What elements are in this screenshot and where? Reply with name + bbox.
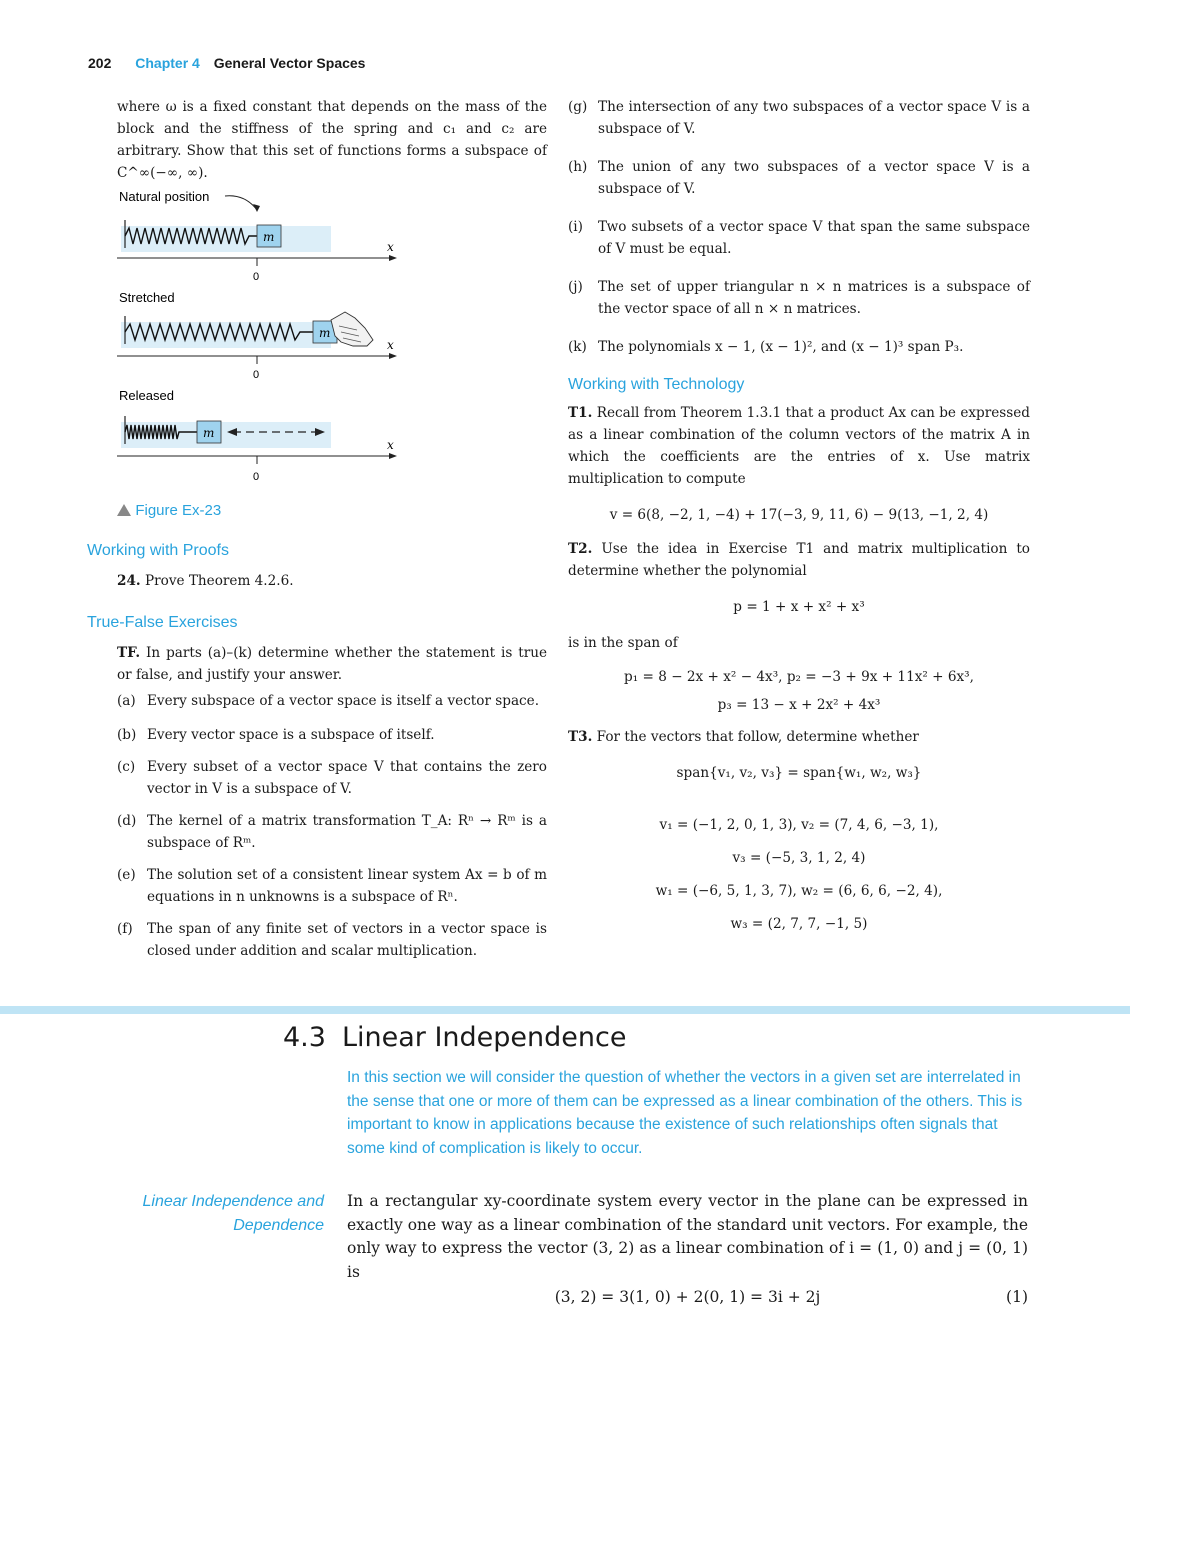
tf-item-label: (e) xyxy=(117,867,136,883)
t2-mid-text: is in the span of xyxy=(568,635,678,651)
equation-1-number: (1) xyxy=(1006,1288,1028,1306)
origin-label: 0 xyxy=(253,369,260,381)
tf-item xyxy=(117,756,547,800)
tf-instructions xyxy=(117,642,547,686)
t1-number: T1. xyxy=(568,405,593,421)
exercise-t2 xyxy=(568,538,1030,582)
t3-text: For the vectors that follow, determine whether xyxy=(596,729,919,745)
tf-item-label: (d) xyxy=(117,813,137,829)
tf-item-label: (a) xyxy=(117,693,136,709)
t2-equation-p1-p2: p₁ = 8 − 2x + x² − 4x³, p₂ = −3 + 9x + 11x² + 6x³, xyxy=(624,669,974,685)
left-column xyxy=(87,96,547,962)
tf-item-label: (b) xyxy=(117,727,137,743)
margin-heading xyxy=(90,1190,324,1238)
mass-label: m xyxy=(203,426,215,440)
released-label: Released xyxy=(119,388,174,403)
right-column xyxy=(568,96,1030,935)
tf-item-text: The kernel of a matrix transformation T_A: Rⁿ → Rᵐ is a subspace of Rᵐ. xyxy=(147,813,547,851)
t3-equation-span: span{v₁, v₂, v₃} = span{w₁, w₂, w₃} xyxy=(676,765,922,781)
t3-equation-v1-v2: v₁ = (−1, 2, 0, 1, 3), v₂ = (7, 4, 6, −3, 1), xyxy=(659,817,939,833)
section-title-text: Linear Independence xyxy=(341,1022,627,1053)
chapter-title: General Vector Spaces xyxy=(213,55,366,71)
chapter-label: Chapter 4 xyxy=(135,55,200,71)
mass-label: m xyxy=(263,230,275,244)
section-divider xyxy=(0,1006,1130,1014)
tf-item-label: (j) xyxy=(568,279,583,295)
tf-item-label: (g) xyxy=(568,99,588,115)
figure-marker-icon xyxy=(117,504,131,516)
t3-equation-w1-w2: w₁ = (−6, 5, 1, 3, 7), w₂ = (6, 6, 6, −2, 4), xyxy=(655,883,943,899)
tf-item-label: (k) xyxy=(568,339,587,355)
tf-item-text: The set of upper triangular n × n matrices is a subspace of the vector space of all n × n matrices. xyxy=(598,279,1030,317)
t3-equation-w3: w₃ = (2, 7, 7, −1, 5) xyxy=(730,916,868,932)
spring-mass-figure xyxy=(117,190,417,500)
tf-item xyxy=(568,96,1030,140)
exercise-23-continued: where ω is a fixed constant that depends on the mass of the block and the stiffness of the spring and c₁ and c₂ are arbitrary. Show that this set of functions forms a subspace of C^∞(−∞, ∞). xyxy=(117,99,547,181)
tf-item xyxy=(117,724,547,746)
tf-item xyxy=(117,864,547,908)
t3-number: T3. xyxy=(568,729,593,745)
exercise-24-number: 24. xyxy=(117,573,141,589)
tf-item-label: (c) xyxy=(117,759,136,775)
tf-item-text: Every subspace of a vector space is itself a vector space. xyxy=(147,693,540,709)
t2-number: T2. xyxy=(568,541,593,557)
tf-number: TF. xyxy=(117,645,141,661)
tf-item xyxy=(568,156,1030,200)
margin-heading-line-2: Dependence xyxy=(233,1217,324,1234)
exercise-t3 xyxy=(568,726,1030,748)
proofs-heading: Working with Proofs xyxy=(87,542,229,559)
t1-equation: v = 6(8, −2, 1, −4) + 17(−3, 9, 11, 6) − 9(13, −1, 2, 4) xyxy=(609,507,989,523)
origin-label: 0 xyxy=(253,471,260,483)
mass-label: m xyxy=(319,326,331,340)
tf-item-text: The solution set of a consistent linear system Ax = b of m equations in n unknowns is a subspace of Rⁿ. xyxy=(147,867,547,905)
tf-item-label: (h) xyxy=(568,159,588,175)
tf-item xyxy=(568,216,1030,260)
tf-item-text: Every vector space is a subspace of itself. xyxy=(147,727,435,743)
exercise-24-text: Prove Theorem 4.2.6. xyxy=(144,573,294,589)
tf-item-label: (i) xyxy=(568,219,583,235)
tf-item xyxy=(568,276,1030,320)
exercise-24 xyxy=(117,570,547,592)
natural-position-label: Natural position xyxy=(119,190,210,204)
origin-label: 0 xyxy=(253,271,260,283)
section-body-paragraph: In a rectangular xy-coordinate system every vector in the plane can be expressed in exactly one way as a linear combination of the standard unit vectors. For example, the only way to express the vector (3, 2) as a linear combination of i = (1, 0) and j = (0, 1) is xyxy=(347,1192,1028,1281)
margin-heading-line-1: Linear Independence and xyxy=(142,1193,324,1210)
tf-item-text: Every subset of a vector space V that contains the zero vector in V is a subspace of V. xyxy=(147,759,547,797)
tf-item xyxy=(117,690,547,712)
t2-equation-p3: p₃ = 13 − x + 2x² + 4x³ xyxy=(717,697,881,713)
tf-item-text: The union of any two subspaces of a vector space V is a subspace of V. xyxy=(598,159,1030,197)
technology-heading: Working with Technology xyxy=(568,376,745,393)
tf-item-text: The polynomials x − 1, (x − 1)², and (x − 1)³ span P₃. xyxy=(598,339,964,355)
tf-item-text: The intersection of any two subspaces of a vector space V is a subspace of V. xyxy=(598,99,1030,137)
page-number: 202 xyxy=(88,55,112,71)
equation-1-text: (3, 2) = 3(1, 0) + 2(0, 1) = 3i + 2j xyxy=(554,1288,821,1306)
stretched-label: Stretched xyxy=(119,290,175,305)
tf-item-label: (f) xyxy=(117,921,133,937)
running-head xyxy=(88,55,365,71)
x-axis-label: x xyxy=(387,240,394,254)
x-axis-label: x xyxy=(387,338,394,352)
tf-item-text: The span of any finite set of vectors in a vector space is closed under addition and scalar multiplication. xyxy=(147,921,547,959)
x-axis-label: x xyxy=(387,438,394,452)
tf-item xyxy=(117,810,547,854)
section-intro: In this section we will consider the question of whether the vectors in a given set are interrelated in the sense that one or more of them can be expressed as a linear combination of the others. This is important to know in applications because the existence of such relationships often signals that some kind of complication is likely to occur. xyxy=(347,1069,1023,1157)
section-title xyxy=(283,1022,626,1053)
true-false-heading: True-False Exercises xyxy=(87,614,238,631)
exercise-t1 xyxy=(568,402,1030,490)
t3-equation-v3: v₃ = (−5, 3, 1, 2, 4) xyxy=(732,850,866,866)
t1-text: Recall from Theorem 1.3.1 that a product Ax can be expressed as a linear combination of the column vectors of the matrix A in which the coefficients are the entries of x. Use matrix multiplication to compute xyxy=(568,405,1031,487)
t2-text: Use the idea in Exercise T1 and matrix multiplication to determine whether the polynomial xyxy=(568,541,1030,579)
t2-equation-p: p = 1 + x + x² + x³ xyxy=(733,599,865,615)
tf-text: In parts (a)–(k) determine whether the statement is true or false, and justify your answer. xyxy=(117,645,547,683)
tf-item xyxy=(117,918,547,962)
tf-item-text: Two subsets of a vector space V that span the same subspace of V must be equal. xyxy=(598,219,1030,257)
tf-item xyxy=(568,336,1030,358)
section-number: 4.3 xyxy=(283,1022,326,1053)
figure-caption: Figure Ex-23 xyxy=(135,502,222,519)
